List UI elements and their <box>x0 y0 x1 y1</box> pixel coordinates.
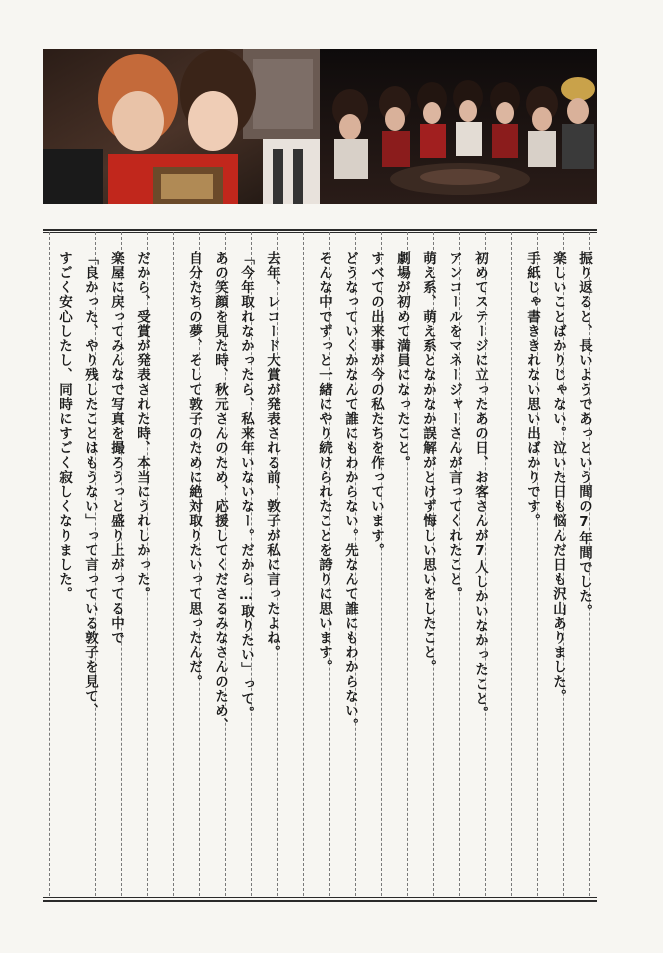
letter-line-1: 振り返ると、長いようであっという間の7年間でした。 <box>576 251 592 619</box>
bottom-double-rule <box>43 900 597 902</box>
letter-line-10: どうなっていくかなんて誰にもわからない。先なんて誰にもわからない。 <box>342 251 358 733</box>
letter-line-19: だから、受賞が発表された時、本当にうれしかった。 <box>134 251 150 602</box>
letter-line-8: 劇場が初めて満員になったこと。 <box>394 251 410 470</box>
letter-line-21: 「良かった、やり残したことはもうない」って言っている敦子を見て、 <box>82 251 98 719</box>
top-double-rule <box>43 229 597 231</box>
letter-line-7: 萌え系、萌え系となかなか誤解がとけず悔しい思いをしたこと。 <box>420 251 436 675</box>
letter-line-14: 去年、レコード大賞が発表される前、敦子が私に言ったよね。 <box>264 251 280 660</box>
photo-group-huddle-on-stage <box>320 49 597 204</box>
letter-line-9: すべての出来事が今の私たちを作っています。 <box>368 251 384 558</box>
letter-line-6: アンコールをマネージャーさんが言ってくれたこと。 <box>446 251 462 602</box>
letter-line-15: 「今年取れなかったら、私来年いないなー。だから…取りたい」って。 <box>238 251 254 721</box>
bottom-double-rule-inner <box>43 897 597 898</box>
letter-line-5: 初めてステージに立ったあの日、お客さんが7人しかいなかったこと。 <box>472 251 488 721</box>
photo-two-girls-with-award <box>43 49 320 204</box>
letter-line-22: すごく安心したし、同時にすごく寂しくなりました。 <box>56 251 72 602</box>
letter-line-17: 自分たちの夢、そして敦子のために絶対取りたいって思ったんだ。 <box>186 251 202 689</box>
letter-line-2: 楽しいことばかりじゃない。泣いた日も悩んだ日も沢山ありました。 <box>550 251 566 704</box>
letter-line-3: 手紙じゃ書ききれない思い出ばかりです。 <box>524 251 540 529</box>
letter-line-20: 楽屋に戻ってみんなで写真を撮ろうっと盛り上がってる中で <box>108 251 124 646</box>
letter-line-11: そんな中でずっと一緒にやり続けられたことを誇りに思います。 <box>316 251 332 675</box>
letter-line-16: あの笑顔を見た時、秋元さんのため、応援してくださるみなさんのため、 <box>212 251 228 733</box>
